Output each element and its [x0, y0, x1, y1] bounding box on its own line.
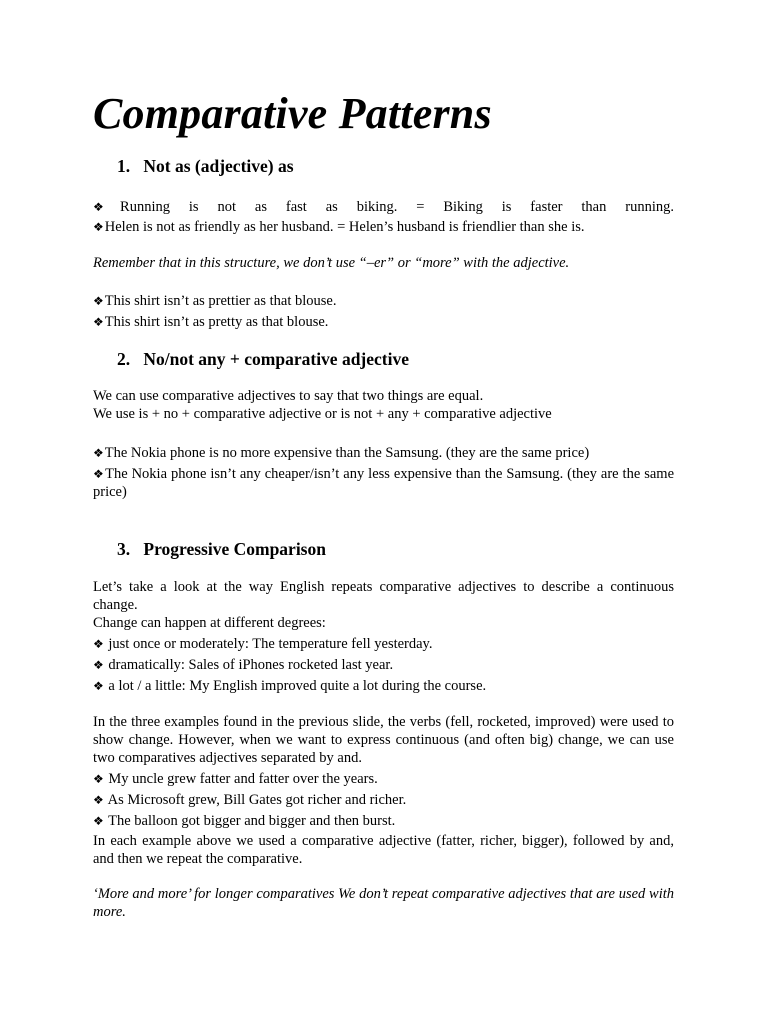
example-text: The balloon got bigger and bigger and then burst. [108, 813, 396, 829]
example-text: The Nokia phone isn’t any cheaper/isn’t any less expensive than the Samsung. (they are the same price) [93, 466, 674, 500]
degree-item [93, 677, 674, 695]
bullet-diamond-icon: ❖ [93, 220, 104, 234]
degree-text: a lot / a little: My English improved quite a lot during the course. [108, 678, 487, 694]
section-2-heading [117, 349, 409, 370]
bullet-diamond-icon: ❖ [93, 793, 104, 807]
section-1-title: Not as (adjective) as [143, 156, 294, 176]
example-text: This shirt isn’t as prettier as that blouse. [104, 293, 337, 309]
intro-line: We use is + no + comparative adjective or is not + any + comparative adjective [93, 406, 552, 422]
section-3-heading [117, 539, 326, 560]
degree-text: just once or moderately: The temperature fell yesterday. [108, 636, 433, 652]
example-line [93, 218, 674, 236]
degree-text: dramatically: Sales of iPhones rocketed last year. [108, 657, 394, 673]
section-3-title: Progressive Comparison [143, 539, 326, 559]
bullet-diamond-icon: ❖ [93, 772, 104, 786]
section-2-title: No/not any + comparative adjective [143, 349, 409, 369]
example-text: My uncle grew fatter and fatter over the years. [108, 771, 378, 787]
structure-note: Remember that in this structure, we don’t use “–er” or “more” with the adjective. [93, 255, 570, 271]
closing-note: ‘More and more’ for longer comparatives We don’t repeat comparative adjectives that are used with more. [93, 886, 674, 920]
degrees-intro: Change can happen at different degrees: [93, 615, 326, 631]
example-line [93, 313, 674, 331]
section-1-number: 1. [117, 156, 131, 176]
example-line [93, 444, 674, 462]
example-line [93, 198, 674, 216]
example-text: Helen is not as friendly as her husband. = Helen’s husband is friendlier than she is. [104, 219, 585, 235]
example-text: As Microsoft grew, Bill Gates got richer and richer. [107, 792, 407, 808]
bullet-diamond-icon: ❖ [93, 315, 104, 329]
example-text: The Nokia phone is no more expensive than the Samsung. (they are the same price) [104, 445, 590, 461]
bullet-diamond-icon: ❖ [93, 294, 104, 308]
bullet-diamond-icon: ❖ [93, 637, 104, 651]
section-1-heading [117, 156, 294, 177]
example-line [93, 770, 674, 788]
explanation-paragraph: In the three examples found in the previous slide, the verbs (fell, rocketed, improved) were used to show change. However, when we want to express continuous (and often big) change, we can use two comparatives adjectives separated by and. [93, 714, 674, 766]
intro-line: We can use comparative adjectives to say that two things are equal. [93, 388, 484, 404]
bullet-diamond-icon: ❖ [93, 814, 104, 828]
example-text: Running is not as fast as biking. = Biking is faster than running. [120, 199, 674, 215]
bullet-diamond-icon: ❖ [93, 467, 105, 481]
bullet-diamond-icon: ❖ [93, 200, 120, 214]
degree-item [93, 635, 674, 653]
bullet-diamond-icon: ❖ [93, 446, 104, 460]
summary-paragraph: In each example above we used a comparative adjective (fatter, richer, bigger), followed by and, and then we repeat the comparative. [93, 833, 674, 867]
bullet-diamond-icon: ❖ [93, 658, 104, 672]
degree-item [93, 656, 674, 674]
example-line [93, 812, 674, 830]
section-2-number: 2. [117, 349, 131, 369]
example-line [93, 292, 674, 310]
bullet-diamond-icon: ❖ [93, 679, 104, 693]
section-3-number: 3. [117, 539, 131, 559]
example-line [93, 791, 674, 809]
intro-paragraph: Let’s take a look at the way English repeats comparative adjectives to describe a continuous change. [93, 579, 674, 613]
page-title: Comparative Patterns [93, 89, 492, 138]
example-line [93, 465, 674, 501]
example-text: This shirt isn’t as pretty as that blouse. [104, 314, 329, 330]
